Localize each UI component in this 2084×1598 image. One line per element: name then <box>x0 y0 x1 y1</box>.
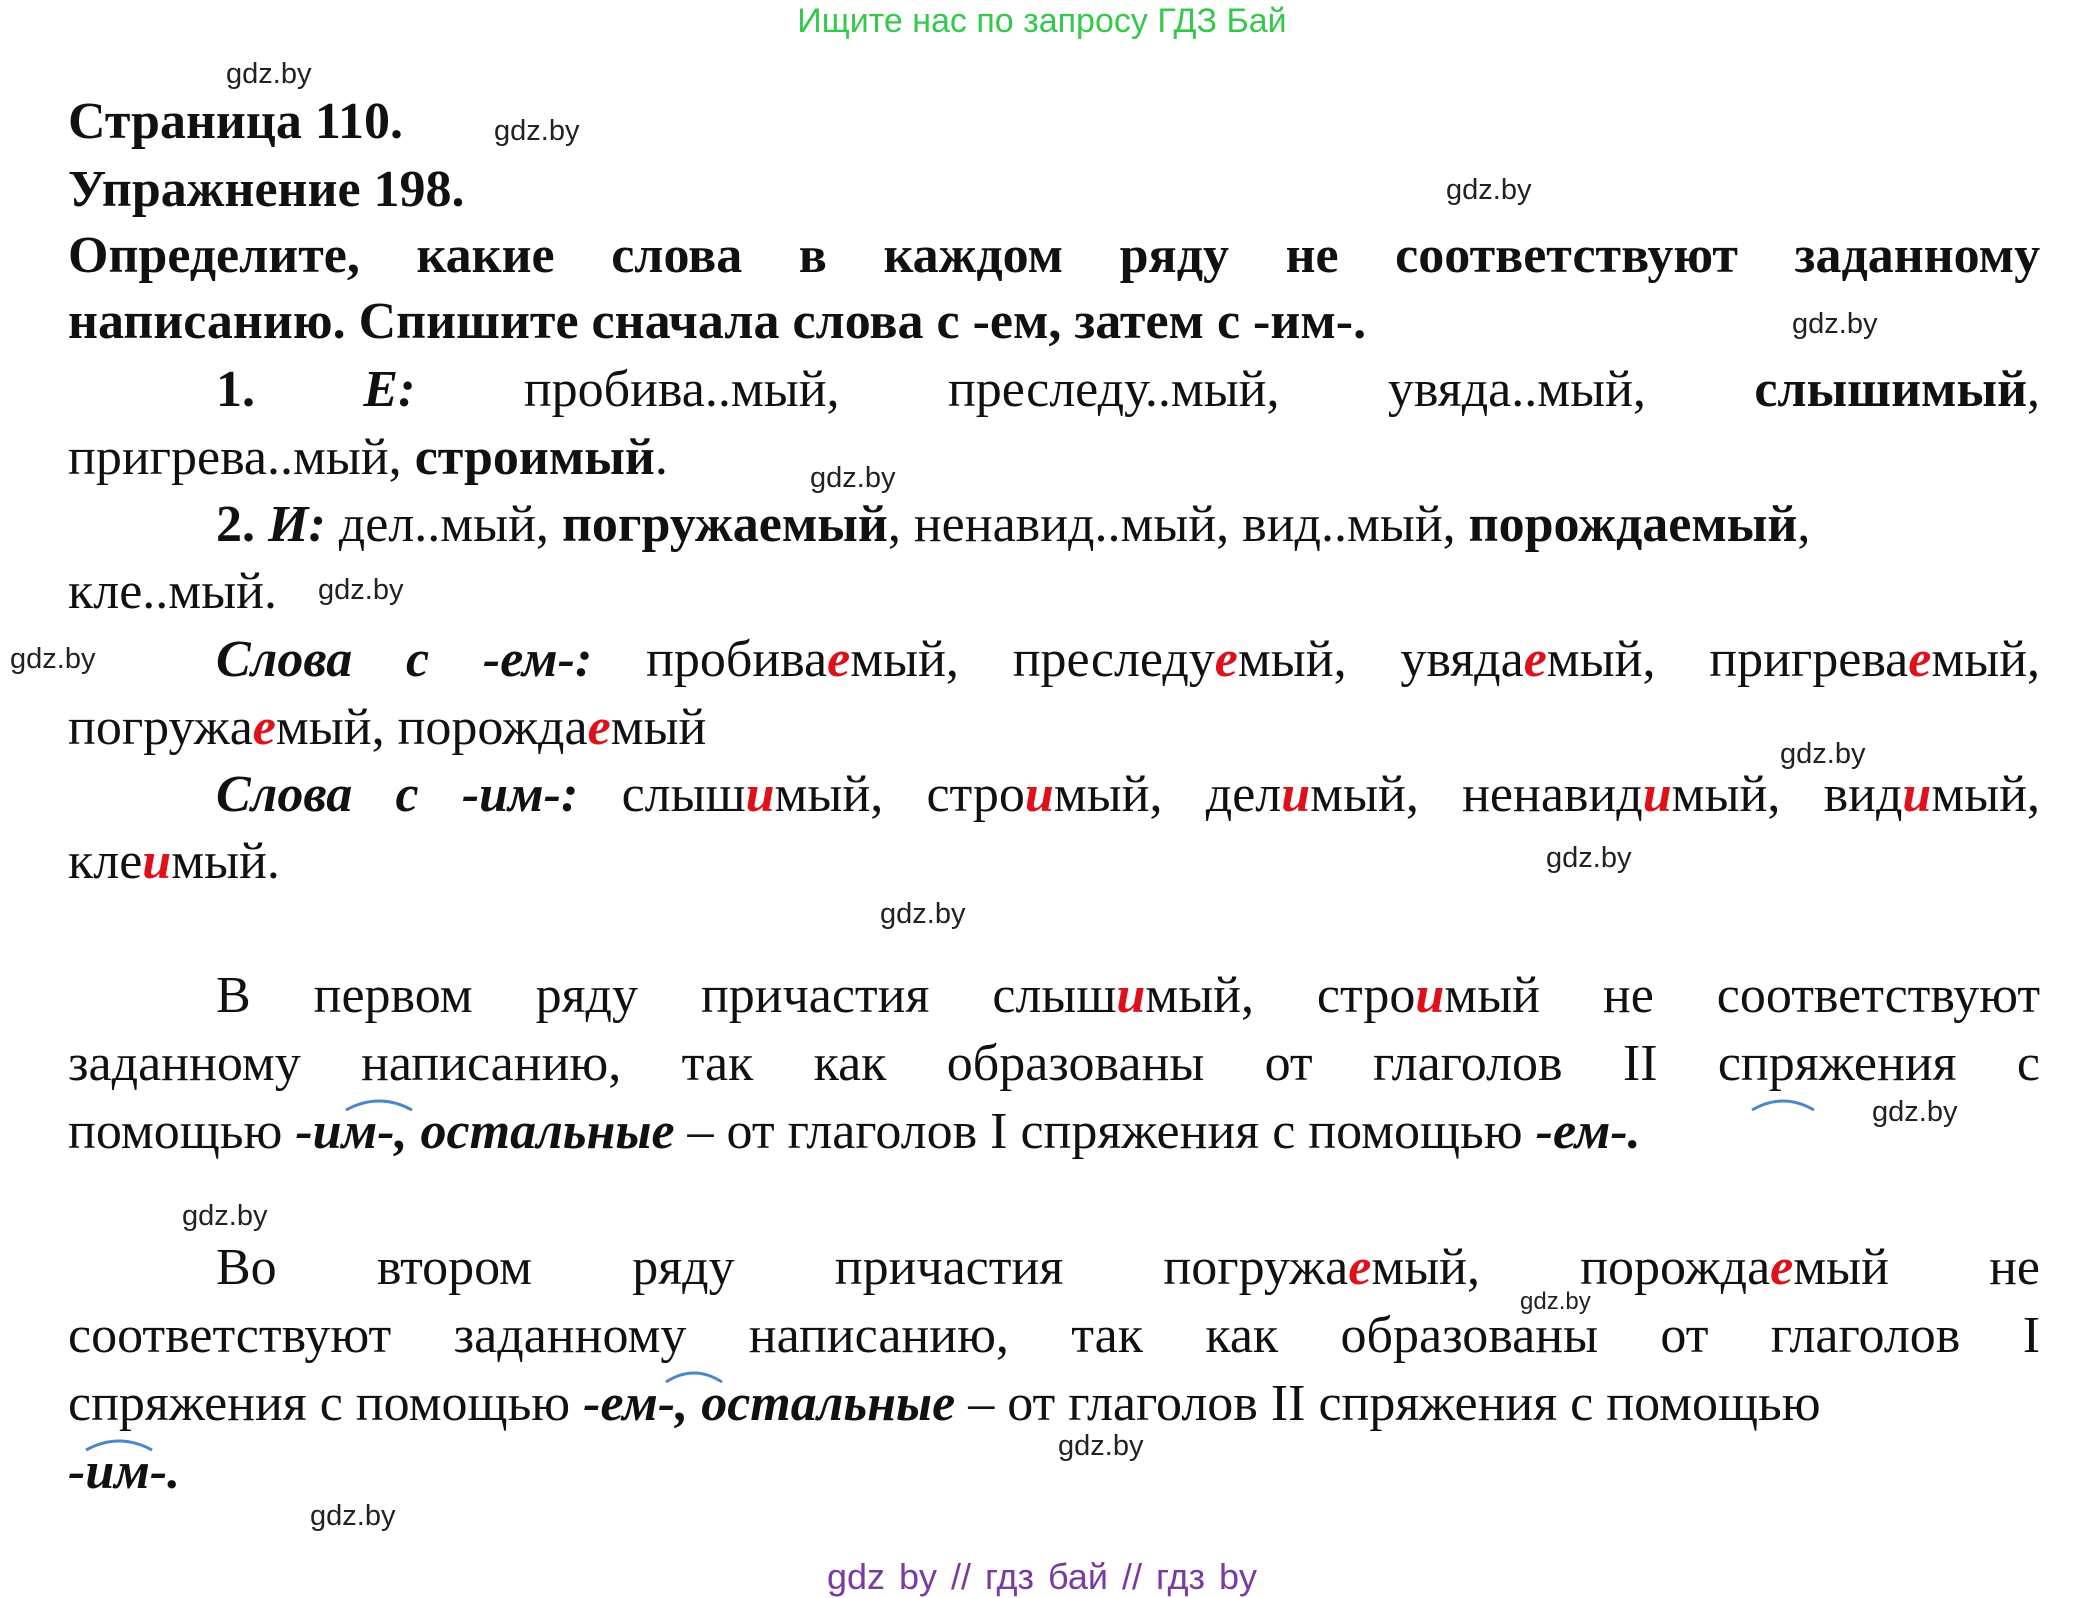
watermark: gdz.by <box>182 1200 268 1232</box>
paragraph-2-line-2: соответствуют заданному написанию, так как образованы от глаголов I <box>68 1307 2041 1364</box>
exercise-title: Упражнение 198. <box>68 161 465 218</box>
watermark: gdz.by <box>1792 308 1878 340</box>
paragraph-1-line-3: помощью -им-, остальные – от глаголов I спряжения с помощью -ем-. <box>68 1103 1641 1160</box>
watermark: gdz.by <box>226 58 312 90</box>
task-text-line-1: Определите, какие слова в каждом ряду не соответствуют заданному <box>68 227 2041 284</box>
watermark: gdz.by <box>810 462 896 494</box>
row-1-line-2: пригрева..мый, строимый. <box>68 429 668 486</box>
watermark: gdz.by <box>318 574 404 606</box>
paragraph-2-line-3: спряжения с помощью -ем-, остальные – от глаголов II спряжения с помощью <box>68 1375 1821 1432</box>
ending-arc-mark <box>84 1432 154 1454</box>
watermark: gdz.by <box>10 643 96 675</box>
watermark: gdz.by <box>1520 1288 1591 1315</box>
watermark: gdz.by <box>1058 1430 1144 1462</box>
task-text-line-2: написанию. Спишите сначала слова с -ем, затем с -им-. <box>68 293 1367 350</box>
row-2-line-1: 2. И: дел..мый, погружаемый, ненавид..мый, вид..мый, порождаемый, <box>216 496 1811 553</box>
paragraph-2-line-4: -им-. <box>68 1443 181 1500</box>
watermark: gdz.by <box>1780 738 1866 770</box>
search-banner[interactable]: Ищите нас по запросу ГДЗ Бай <box>797 2 1287 40</box>
em-words-line-2: погружаемый, порождаемый <box>68 699 707 756</box>
watermark: gdz.by <box>1546 842 1632 874</box>
watermark: gdz.by <box>1872 1096 1958 1128</box>
em-words-line-1: Слова с -ем-: пробиваемый, преследуемый, увядаемый, пригреваемый, <box>216 631 2041 688</box>
paragraph-1-line-2: заданному написанию, так как образованы от глаголов II спряжения с <box>68 1035 2040 1092</box>
watermark: gdz.by <box>1446 174 1532 206</box>
footer-links[interactable]: gdz by // гдз бай // гдз by <box>826 1556 1258 1597</box>
ending-arc-mark <box>344 1092 414 1114</box>
ending-arc-mark <box>1750 1092 1816 1114</box>
watermark: gdz.by <box>494 115 580 147</box>
row-2-line-2: кле..мый. <box>68 563 277 620</box>
page-title: Страница 110. <box>68 93 403 150</box>
watermark: gdz.by <box>310 1500 396 1532</box>
paragraph-1-line-1: В первом ряду причастия слышимый, строимый не соответствуют <box>216 967 2041 1024</box>
watermark: gdz.by <box>880 898 966 930</box>
im-words-line-2: клеимый. <box>68 833 280 890</box>
paragraph-2-line-1: Во втором ряду причастия погружаемый, порождаемый не <box>216 1239 2041 1296</box>
row-1-line-1: 1. Е: пробива..мый, преследу..мый, увяда..мый, слышимый, <box>216 361 2041 418</box>
im-words-line-1: Слова с -им-: слышимый, строимый, делимый, ненавидимый, видимый, <box>216 766 2041 823</box>
ending-arc-mark <box>664 1364 724 1386</box>
